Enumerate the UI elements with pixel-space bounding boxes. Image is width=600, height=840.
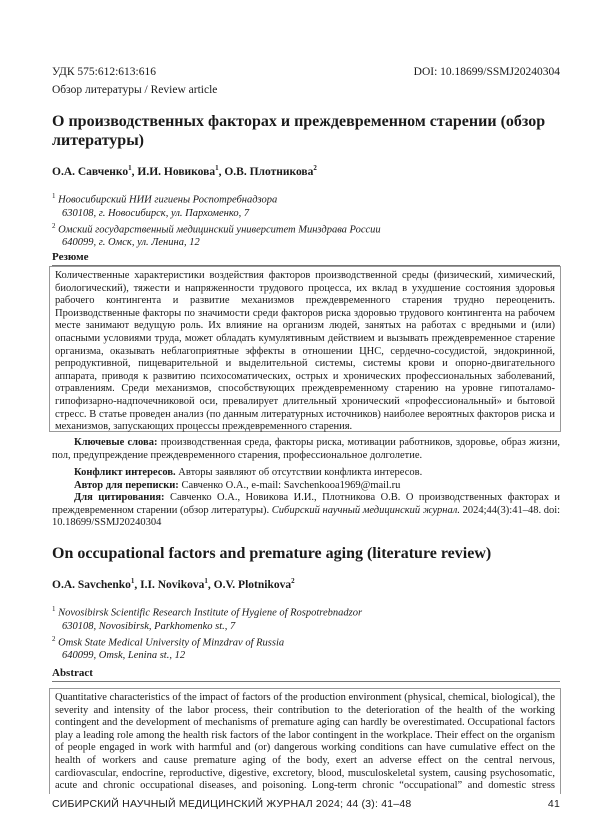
affiliation: $^2$ Омский государственный медицинский университет Минздрава России bbox=[52, 221, 381, 235]
author-aff: 1 bbox=[204, 577, 208, 585]
author-name: O.A. Savchenko bbox=[52, 578, 131, 591]
doi: DOI: 10.18699/SSMJ20240304 bbox=[413, 66, 560, 78]
article-type: Обзор литературы / Review article bbox=[52, 84, 218, 96]
conflict-text: Авторы заявляют об отсутствии конфликта интересов. bbox=[178, 467, 423, 478]
affiliation-address: 630108, г. Новосибирск, ул. Пархоменко, 7 bbox=[62, 207, 250, 219]
affiliation-address: 630108, Novosibirsk, Parkhomenko st., 7 bbox=[62, 620, 236, 632]
affiliation: $^1$ Новосибирский НИИ гигиены Роспотребнадзора bbox=[52, 192, 278, 206]
author-name: И.И. Новикова bbox=[137, 165, 216, 178]
keywords-block bbox=[52, 437, 560, 462]
correspondence-label: Автор для переписки: bbox=[74, 479, 179, 491]
authors-ru: О.А. Савченко$^1$, И.И. Новикова$^1$, О.В. Плотникова$^2$ bbox=[52, 164, 317, 178]
abstract-en: Quantitative characteristics of the impact of factors of the production environment (physical, chemical, biological), the severity and intensity of the labor process, their contribution to the deterioration of the health of the working contingent and the development of mechanisms of premature aging can hardly be overestimated. Occupational factors play a leading role among the health risk factors of the labor contingent in the workplace. Their effect on the organism of people engaged in work with harmful and (or) dangerous working conditions can have cumulative effect on the health of workers and cause premature aging of the body, exert an adverse effect on the central nervous, cardiovascular, endocrine, reproductive, digestive, excretory, blood, musculoskeletal system, causing psychosomatic, acute and chronic occupational diseases, and poisoning. Long-term chronic “occupational” and domestic stress bbox=[49, 688, 561, 794]
affiliations-en bbox=[52, 603, 362, 662]
citation-journal: Сибирский научный медицинский журнал. bbox=[271, 504, 460, 516]
page-footer bbox=[52, 798, 560, 810]
author-name: O.V. Plotnikova bbox=[213, 578, 292, 591]
correspondence-text: Савченко О.А., e-mail: Savchenkooa1969@mail.ru bbox=[181, 479, 401, 491]
author-aff: 1 bbox=[128, 164, 132, 172]
udc-code: УДК 575:612:613:616 bbox=[52, 66, 156, 78]
conflict-label: Конфликт интересов. bbox=[74, 467, 176, 478]
keywords: производственная среда, факторы риска, мотивации работников, здоровье, образ жизни, пол, предупреждение преждевременного старения, профессиональное долголетие. bbox=[52, 437, 561, 461]
affiliation-address: 640099, Omsk, Lenina st., 12 bbox=[62, 650, 186, 661]
author-aff: 2 bbox=[313, 164, 317, 172]
affiliation: $^2$ Omsk State Medical University of Minzdrav of Russia bbox=[52, 634, 285, 648]
keywords-label: Ключевые слова: bbox=[74, 437, 158, 448]
article-info bbox=[52, 467, 560, 530]
abstract-label-en: Abstract bbox=[52, 667, 560, 682]
header-row bbox=[52, 66, 560, 78]
page-number: 41 bbox=[547, 798, 560, 810]
citation-tail: 2024;44(3):41–48. doi: 10.18699/SSMJ20240304 bbox=[52, 504, 561, 529]
affiliations-ru bbox=[52, 190, 381, 249]
abstract-ru: Количественные характеристики воздействия факторов производственной среды (физический, химический, биологический), тяжести и напряженности трудового процесса, их вклад в ухудшение состояния здоровья рабочего контингента и развитие механизмов преждевременного старения трудно переоценить. Производственные факторы по значимости среди факторов риска здоровью трудового контингента на рабочем месте занимают ведущую роль. Их влияние на организм людей, занятых на работах с вредными и (или) опасными условиями труда, может обладать кумулятивным действием и вызывать преждевременное старение организма, оказывать неблагоприятные эффекты в отношении ЦНС, сердечно-сосудистой, эндокринной, репродуктивной, пищеварительной и выделительной системы, системы крови и опорно-двигательного аппарата, приводя к развитию психосоматических, острых и хронических профессиональных заболеваний, отравлениям. Среди механизмов, способствующих преждевременному старению на уровне гипоталамо-гипофизарно-надпочечниковой оси, превалирует длительный хронический «профессиональный» и бытовой стресс. В статье проведен анализ (по данным литературных источников) наиболее вероятных факторов риска и механизмов, запускающих процессы преждевременного старения. bbox=[49, 266, 561, 432]
author-name: I.I. Novikova bbox=[140, 578, 205, 591]
title-ru: О производственных факторах и преждевременном старении (обзор литературы) bbox=[52, 113, 546, 149]
citation-label: Для цитирования: bbox=[74, 492, 165, 504]
author-aff: 2 bbox=[291, 577, 295, 585]
citation-text: Савченко О.А., Новикова И.И., Плотникова О.В. О производственных факторах и преждевременном старении (обзор литературы). bbox=[52, 492, 561, 516]
affiliation: $^1$ Novosibirsk Scientific Research Institute of Hygiene of Rospotrebnadzor bbox=[52, 605, 363, 619]
author-name: О.А. Савченко bbox=[52, 165, 129, 178]
title-en: On occupational factors and premature aging (literature review) bbox=[52, 545, 492, 562]
journal-name: СИБИРСКИЙ НАУЧНЫЙ МЕДИЦИНСКИЙ ЖУРНАЛ 2024; 44 (3): 41–48 bbox=[52, 798, 412, 810]
author-aff: 1 bbox=[215, 164, 219, 172]
author-aff: 1 bbox=[130, 577, 135, 585]
author-name: О.В. Плотникова bbox=[224, 165, 314, 178]
abstract-label-ru: Резюме bbox=[52, 251, 560, 266]
affiliation-address: 640099, г. Омск, ул. Ленина, 12 bbox=[62, 237, 200, 248]
authors-en: O.A. Savchenko$^1$, I.I. Novikova$^1$, O.V. Plotnikova$^2$ bbox=[52, 577, 295, 591]
